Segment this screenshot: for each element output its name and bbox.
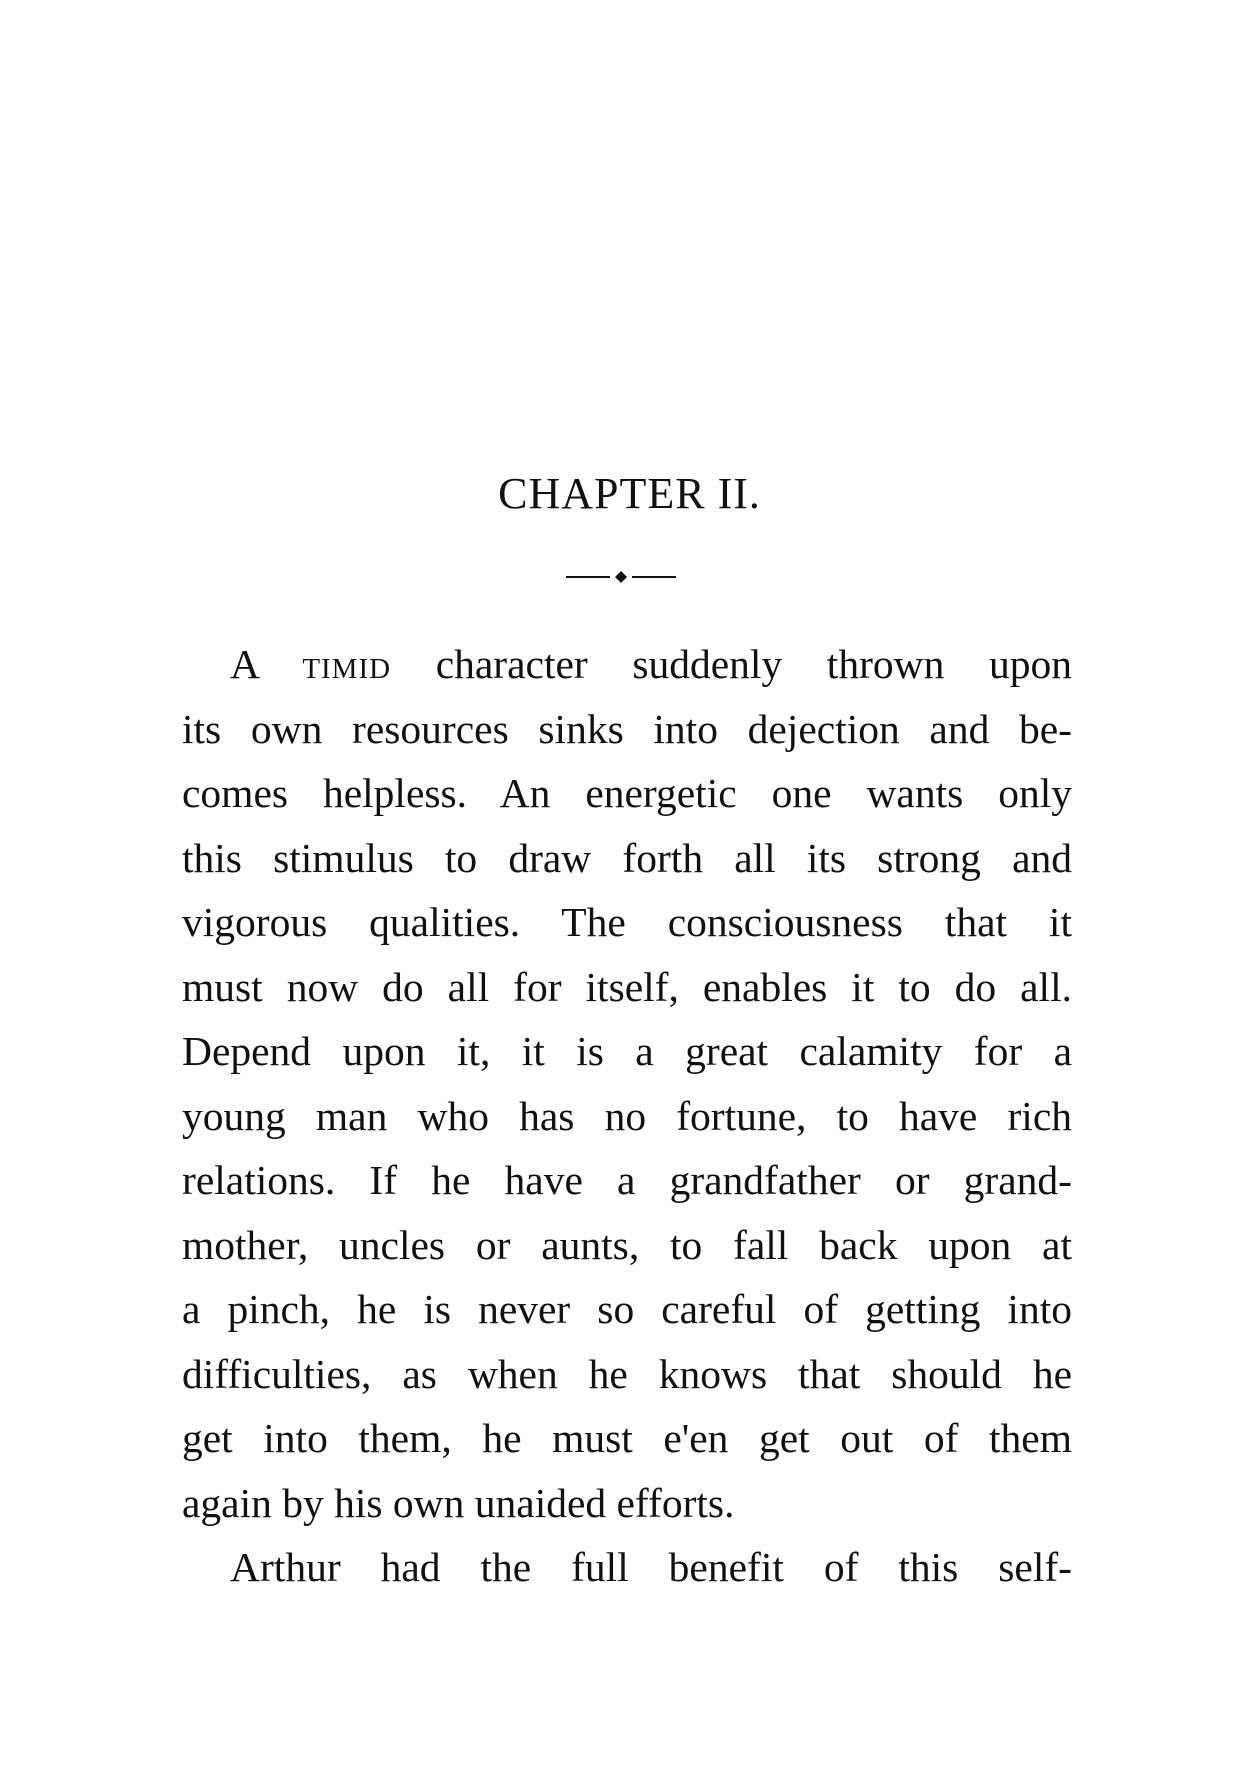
text-line: a pinch, he is never so careful of getting into — [182, 1286, 1072, 1332]
text-line: comes helpless. An energetic one wants only — [182, 770, 1072, 816]
text-line: Depend upon it, it is a great calamity for a — [182, 1028, 1072, 1074]
text-line: get into them, he must e'en get out of them — [182, 1415, 1072, 1461]
text-line: again by his own unaided efforts. — [182, 1479, 735, 1526]
text-line: must now do all for itself, enables it to do all. — [182, 963, 1072, 1010]
ornament-divider — [566, 567, 676, 587]
ornament-diamond — [615, 571, 627, 583]
text-line: relations. If he have a grandfather or grand- — [182, 1157, 1072, 1203]
text-line: this stimulus to draw forth all its strong and — [182, 834, 1072, 881]
text-line: its own resources sinks into dejection and be- — [182, 705, 1072, 752]
line-text: character suddenly thrown upon — [435, 641, 1072, 687]
paragraph-1-line-1 — [182, 632, 1072, 697]
body-text — [182, 632, 1072, 1600]
text-line: young man who has no fortune, to have rich — [182, 1092, 1072, 1139]
text-line: mother, uncles or aunts, to fall back upon at — [182, 1221, 1072, 1268]
paragraph-2-line-1: Arthur had the full benefit of this self- — [230, 1544, 1072, 1590]
text-line: vigorous qualities. The consciousness that it — [182, 899, 1072, 945]
smallcaps-word: timid — [302, 641, 392, 687]
opening-word: A — [230, 641, 258, 687]
chapter-title: CHAPTER II. — [498, 469, 761, 518]
text-line: difficulties, as when he knows that should he — [182, 1350, 1072, 1397]
